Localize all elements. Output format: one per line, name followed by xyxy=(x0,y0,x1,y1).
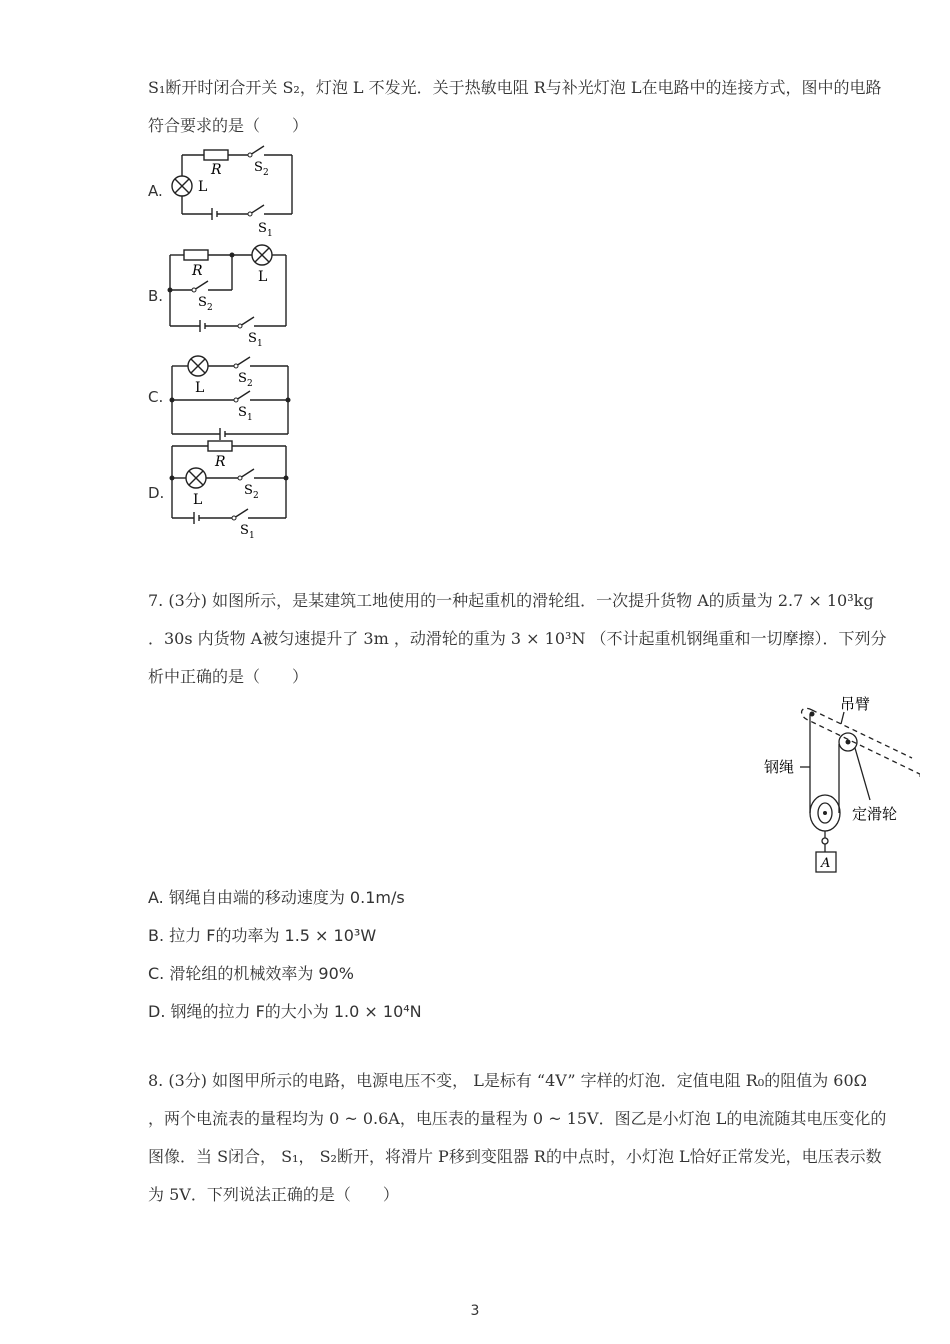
switch-subscript: 1 xyxy=(257,339,263,349)
switch-label: S xyxy=(258,221,267,236)
q6-option-a-circuit xyxy=(162,140,302,240)
lamp-label: L xyxy=(258,269,268,285)
fixed-pulley-label: 定滑轮 xyxy=(852,805,898,823)
switch-label: S xyxy=(238,405,247,420)
q7-text-line-3: 析中正确的是（ ） xyxy=(148,667,309,686)
switch-label: S xyxy=(240,523,249,538)
resistor-icon xyxy=(204,150,228,160)
q6-option-b-label: B. xyxy=(148,287,164,305)
resistor-icon xyxy=(184,250,208,260)
switch-label: S xyxy=(248,331,257,346)
lamp-label: L xyxy=(193,492,203,508)
q7-text-line-2: ．30s 内货物 A被匀速提升了 3m ，动滑轮的重为 3 × 10³N （不计起重机钢绳重和一切摩擦）．下列分 xyxy=(148,629,887,648)
resistor-label: R xyxy=(215,454,226,470)
boom-label: 吊臂 xyxy=(840,695,871,713)
switch-label: S xyxy=(254,160,263,175)
switch-subscript: 1 xyxy=(249,531,255,541)
q7-crane-figure xyxy=(760,688,920,878)
resistor-label: R xyxy=(192,263,203,279)
load-label: A xyxy=(821,856,831,871)
rope-label: 钢绳 xyxy=(764,758,795,776)
q6-text-line-1: S₁断开时闭合开关 S₂，灯泡 L 不发光．关于热敏电阻 R与补光灯泡 L在电路中的连接方式，图中的电路 xyxy=(148,78,882,97)
switch-label: S xyxy=(244,483,253,498)
lamp-label: L xyxy=(198,179,208,195)
q6-option-c-label: C. xyxy=(148,388,164,406)
switch-subscript: 1 xyxy=(267,229,273,239)
switch-subscript: 2 xyxy=(207,303,213,313)
q7-text-line-1: 7. (3分) 如图所示，是某建筑工地使用的一种起重机的滑轮组．一次提升货物 A的质量为 2.7 × 10³kg xyxy=(148,591,874,610)
q8-text-line-2: ，两个电流表的量程均为 0 ~ 0.6A，电压表的量程为 0 ~ 15V．图乙是小灯泡 L的电流随其电压变化的 xyxy=(148,1109,887,1128)
q6-option-a-label: A. xyxy=(148,182,163,200)
q6-text-line-2: 符合要求的是（ ） xyxy=(148,116,309,135)
q8-text-line-1: 8. (3分) 如图甲所示的电路，电源电压不变， L是标有 “4V” 字样的灯泡．定值电阻 R₀的阻值为 60Ω xyxy=(148,1071,867,1090)
q7-option-a[interactable]: A. 钢绳自由端的移动速度为 0.1m/s xyxy=(148,888,405,907)
switch-subscript: 2 xyxy=(253,491,259,501)
q7-option-d[interactable]: D. 钢绳的拉力 F的大小为 1.0 × 10⁴N xyxy=(148,1002,422,1021)
switch-subscript: 2 xyxy=(263,168,269,178)
switch-subscript: 2 xyxy=(247,379,253,389)
q6-option-d-circuit xyxy=(162,436,302,544)
page-number: 3 xyxy=(470,1303,480,1319)
q8-text-line-4: 为 5V．下列说法正确的是（ ） xyxy=(148,1185,399,1204)
q7-option-b[interactable]: B. 拉力 F的功率为 1.5 × 10³W xyxy=(148,926,377,945)
q6-option-d-label: D. xyxy=(148,484,165,502)
lamp-label: L xyxy=(195,380,205,396)
switch-subscript: 1 xyxy=(247,413,253,423)
switch-label: S xyxy=(198,295,207,310)
q6-option-c-circuit xyxy=(162,346,302,446)
resistor-icon xyxy=(208,441,232,451)
q6-option-b-circuit xyxy=(162,238,302,350)
switch-label: S xyxy=(238,371,247,386)
resistor-label: R xyxy=(211,162,222,178)
q8-text-line-3: 图像．当 S闭合， S₁， S₂断开，将滑片 P移到变阻器 R的中点时，小灯泡 L恰好正常发光，电压表示数 xyxy=(148,1147,882,1166)
q7-option-c[interactable]: C. 滑轮组的机械效率为 90% xyxy=(148,964,354,983)
